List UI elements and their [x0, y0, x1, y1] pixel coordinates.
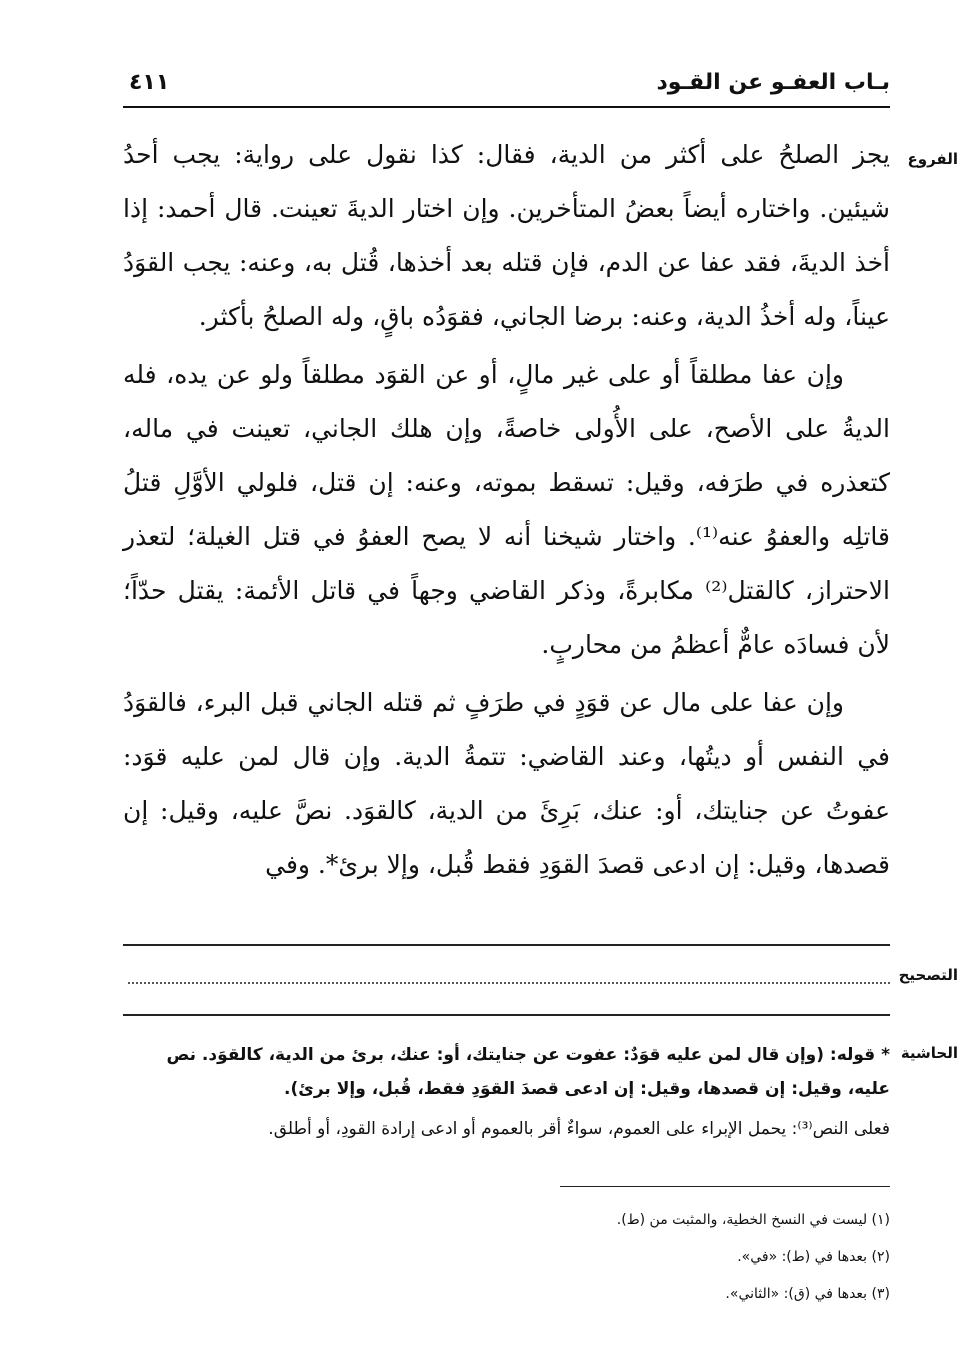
footnotes — [290, 1202, 890, 1313]
side-label-tashih: التصحيح — [898, 966, 958, 984]
side-label-hashiya: الحاشية — [900, 1044, 958, 1062]
chapter-title: بـاب العفـو عن القـود — [656, 70, 890, 95]
main-paragraph: وإن عفا على مال عن قوَدٍ في طرَفٍ ثم قتله الجاني قبل البرء، فالقوَدُ في النفس أو ديتُها، وعند القاضي: تتمةُ الدية. وإن قال لمن عليه قوَد: عفوتُ عن جنايتك، أو: عنك، بَرِئَ من الدية، كالقوَد. نصَّ عليه، وقيل: إن قصدها، وقيل: إن ادعى قصدَ القوَدِ فقط قُبل، وإلا برئ*. وفي — [123, 688, 890, 879]
hashiya-text: فعلى النص⁽³⁾: يحمل الإبراء على العموم، سواءٌ أقر بالعموم أو ادعى إرادة القودِ، أو أطلق. — [268, 1119, 890, 1139]
hashiya-block — [123, 1038, 890, 1146]
side-label-furu: الفروع — [907, 150, 958, 168]
main-paragraph: يجز الصلحُ على أكثر من الدية، فقال: كذا نقول على رواية: يجب أحدُ شيئين. واختاره أيضاً بعضُ المتأخرين. وإن اختار الديةَ تعينت. قال أحمد: إذا أخذ الديةَ، فقد عفا عن الدم، فإن قتله بعد أخذها، قُتل به، وعنه: يجب القوَدُ عيناً، وله أخذُ الدية، وعنه: برضا الجاني، فقوَدُه باقٍ، وله الصلحُ بأكثر. — [123, 140, 890, 331]
footnote: (٢) بعدها في (ط): «في». — [737, 1249, 890, 1265]
section-divider — [123, 1014, 890, 1016]
section-divider — [123, 944, 890, 946]
hashiya-text: * قوله: (وإن قال لمن عليه قوَدٌ: عفوت عن جنايتك، أو: عنك، برئ من الدية، كالقوَد. نص عليه، وقيل: إن قصدها، وقيل: إن ادعى قصدَ القوَدِ فقط، قُبل، وإلا برئ). — [166, 1045, 890, 1099]
footnote-divider — [560, 1186, 890, 1187]
page-number: ٤١١ — [129, 70, 170, 95]
main-body — [123, 128, 890, 892]
footnote: (١) ليست في النسخ الخطية، والمثبت من (ط). — [616, 1212, 890, 1228]
header-divider — [123, 106, 890, 108]
page-header — [123, 70, 890, 106]
tashih-dotted-line — [128, 982, 890, 984]
main-paragraph: وإن عفا مطلقاً أو على غير مالٍ، أو عن القوَد مطلقاً ولو عن يده، فله الديةُ على الأصح، على الأُولى خاصةً، وإن هلك الجاني، تعينت في ماله، كتعذره في طرَفه، وقيل: تسقط بموته، وعنه: إن قتل، فلولي الأوَّلِ قتلُ قاتلِه والعفوُ عنه⁽¹⁾. واختار شيخنا أنه لا يصح العفوُ في قتل الغيلة؛ لتعذر الاحتراز، كالقتل⁽²⁾ مكابرةً، وذكر القاضي وجهاً في قاتل الأئمة: يقتل حدّاً؛ لأن فسادَه عامٌّ أعظمُ من محاربٍ. — [123, 360, 890, 659]
footnote: (٣) بعدها في (ق): «الثاني». — [725, 1286, 890, 1302]
